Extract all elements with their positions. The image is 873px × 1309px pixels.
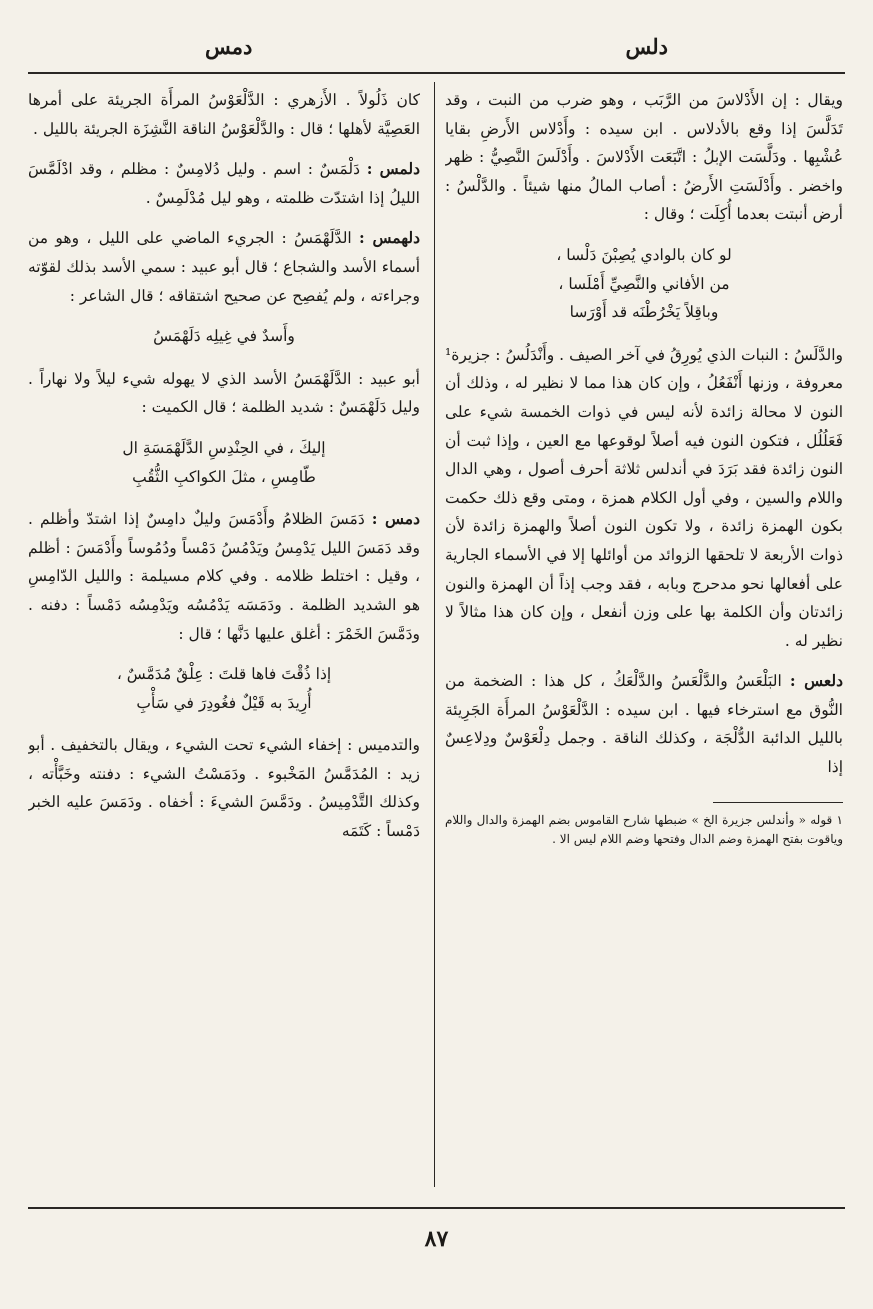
entry-text: ويقال : إن الأَدْلاسَ من الرَّبَب ، وهو ضرب من النبت ، وقد تَدَلَّسَ إذا وقع بالأدلاس . ابن سيده : وأَدْلاس الأَرضِ بقايا عُشْبِها . ودَلَّسَت الإبلُ : اتَّبَعَت الأَدْلاسَ . وأَدْلَسَ النَّصِيُّ : ظهر واخضر . وأَدْلَسَتِ الأَرضُ : أصاب المالُ منها شيئاً . والدَّلْسُ : أرض أنبتت بعدما أُكِلَت ؛ وقال : — [445, 91, 843, 224]
verse-block — [28, 322, 420, 351]
entry-text: كان ذَلُولاً . الأَزهري : الدَّلْعَوْسُ المرأَة الجريئة على أمرها العَصِيَّة لأهلها ؛ قال : والدَّلْعَوْسُ الناقة النَّشِزَة الجريئة بالليل . — [28, 91, 420, 138]
entry-text: أبو عبيد : الدَّلَهْمَسُ الأسد الذي لا يهوله شيء ليلاً ولا نهاراً . وليل دَلَهْمَسٌ : شديد الظلمة ؛ قال الكميت : — [28, 369, 420, 417]
entry-text: البَلْعَسُ والدَّلْعَسُ والدَّلْعَكُ ، كل هذا : الضخمة من النُّوق مع استرخاء فيها . ابن سيده : الدَّلْعَوْسُ المرأَة الجَرِيئة بالليل الدائبة الدُّلْجَة ، وكذلك الناقة . وجمل دِلْعَوْسٌ ودِلاعِسٌ إذا — [445, 672, 843, 777]
footnote: ١ قوله « وأندلس جزيرة الخ » ضبطها شارح القاموس بضم الهمزة والدال واللام وياقوت بفتح الهمزة وضم الدال وفتحها وضم اللام ليس الا . — [445, 812, 843, 846]
lemma-headword: دمس : — [371, 509, 420, 529]
verse-block — [445, 241, 843, 327]
entry-text: والدَّلَسُ : النبات الذي يُورِقُ في آخر الصيف . وأَنْدَلُسُ : جزيرة¹ معروفة ، وزنها أَنْفَعُلُ ، وإن كان هذا مما لا نظير له ، وذلك أن النون لا محالة زائدة لأنه ليس في ذوات الخمسة شيء على فَعَلُلُل ، فتكون النون فيه أصلاً لوقوعها مع العين ، وإذا ثبت أن النون زائدة فقد بَرَدَ في أندلس ثلاثة أحرف أصول ، وهي الدال واللام والسين ، وفي أول الكلام همزة ، ومتى وقع ذلك حكمت بكون الهمزة زائدة ، ولا تكون النون أصلاً والهمزة زائدة لأن ذوات الأربعة لا تلحقها الزوائد من أوائلها إلا في الأسماء الجارية على أفعالها نحو مدحرج وبابه ، فقد وجب إذاً أن الهمزة والنون زائدتان وأن الكلمة بها على وزن أنفعل ، وإن كان هذا مثالاً لا نظير له . — [445, 345, 843, 650]
footer-rule — [28, 1207, 845, 1209]
footnote-rule — [713, 802, 843, 803]
right-column — [445, 86, 843, 1196]
running-head-right: دلس — [625, 34, 668, 59]
entry-dms — [28, 505, 420, 648]
entry-text: دَلْمَسٌ : اسم . وليل دُلامِسٌ : مظلم ، وقد ادْلَمَّسَ الليلُ إذا اشتدّت ظلمته ، وهو ليل مُدْلَمِسٌ . — [28, 160, 420, 207]
column-divider — [434, 82, 435, 1187]
entry-dhms — [28, 224, 420, 310]
verse-line: إذا ذُقْتَ فاها قلتَ : عِلْقٌ مُدَمَّسٌ ، — [116, 665, 332, 684]
verse-block — [28, 434, 420, 491]
entry-text: الدَّلَهْمَسُ : الجريء الماضي على الليل ، وهو من أسماء الأسد والشجاع ؛ قال أبو عبيد : سمي الأسد بذلك لقوّته وجراءته ، ولم يُفصِح عن صحيح اشتقاقه ؛ قال الشاعر : — [28, 229, 420, 305]
lemma-headword: دلعس : — [789, 671, 843, 691]
entry-text: والتدميس : إخفاء الشيء تحت الشيء ، ويقال بالتخفيف . أبو زيد : المُدَمَّسُ المَخْبوء . ودَمَسْتُ الشيء : دفنته وخَبَّأْته ، وكذلك التَّدْمِيسُ . ودَمَّسَ الشيءَ : أخفاه . ودَمَسَ عليه الخبر دَمْساً : كَتَمَه — [28, 736, 420, 841]
running-head-left: دمس — [205, 34, 253, 59]
page-number: ٨٧ — [424, 1226, 449, 1252]
entry-dlas — [445, 667, 843, 781]
entry-text: دَمَسَ الظلامُ وأَدْمَسَ وليلٌ دامِسٌ إذا اشتدّ وأظلم . وقد دَمَسَ الليل يَدْمِسُ ويَدْمُسُ دَمْساً ودُمُوساً وأَدْمَسَ : أظلم ، وقيل : اختلط ظلامه . وفي كلام مسيلمة : والليل الدّامِسِ هو الشديد الظلمة . ودَمَسَه يَدْمُسُه ويَدْمِسُه دَمْساً : دفنه . ودَمَّسَ الخَمْرَ : أغلق عليها دَنَّها ؛ قال : — [28, 510, 420, 643]
verse-line: من الأفاني والنَّصِيِّ أَمْلَسا ، — [558, 274, 730, 293]
left-column — [28, 86, 420, 1196]
lemma-headword: دلمس : — [366, 159, 420, 179]
verse-line: لو كان بالوادي يُصِبْنَ دَلْسا ، — [556, 245, 732, 264]
verse-line: وأَسدٌ في غِيلِه دَلَهْمَسُ — [153, 327, 295, 346]
verse-line: طّامِسِ ، مثلَ الكواكبِ الثُّقُبِ — [132, 467, 316, 486]
entry-dlms — [28, 155, 420, 212]
verse-line: إليكَ ، في الحِنْدِسِ الدَّلَهْمَسَةِ ال — [122, 438, 326, 457]
verse-block — [28, 660, 420, 717]
header-rule — [28, 72, 845, 74]
verse-line: وباقِلاً يَخْرُطْنَه قد أَوْرَسا — [569, 303, 719, 322]
verse-line: أُرِيدَ به قَيْلٌ فغُودِرَ في سَأْبِ — [136, 693, 312, 712]
lemma-headword: دلهمس : — [359, 228, 420, 248]
